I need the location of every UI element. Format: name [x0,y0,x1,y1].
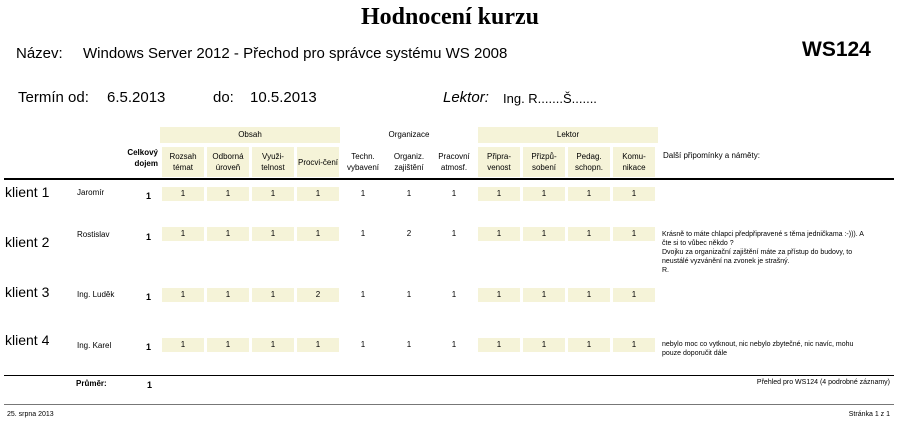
score-cell: 1 [252,338,294,352]
score-cell: 1 [360,229,366,238]
client-label: klient 3 [5,284,50,300]
score-cell: 1 [162,288,204,302]
score-cell: 1 [207,338,249,352]
notes-header: Další připomínky a náměty: [663,151,760,160]
column-header: Organiz. zajištění [393,152,425,172]
score-cell: 1 [451,189,457,198]
score-cell: 1 [360,340,366,349]
score-cell: 1 [297,187,339,201]
column-header: Připra-venost [478,147,520,177]
footer-date: 25. srpna 2013 [7,411,54,418]
score-cell: 1 [360,290,366,299]
overall-score: 1 [146,191,152,201]
score-cell: 1 [523,288,565,302]
score-cell: 2 [297,288,339,302]
column-header: Procvi-čení [297,147,339,177]
score-cell: 1 [523,227,565,241]
overall-score: 1 [146,292,152,302]
score-cell: 1 [523,338,565,352]
score-cell: 1 [613,338,655,352]
client-note: Krásně to máte chlapci předpřipravené s těma jedničkama :-))). A čte si to vůbec někdo ? Dvojku za organizační zajištění máte za přístup do budovy, to neustálé vyzvánění na zvonek je strašný. R. [662,231,864,274]
score-cell: 1 [613,227,655,241]
score-cell: 1 [297,227,339,241]
column-header: Odborná úroveň [207,147,249,177]
score-cell: 1 [360,189,366,198]
score-cell: 1 [451,340,457,349]
overview-text: Přehled pro WS124 (4 podrobné záznamy) [756,379,890,386]
client-name: Ing. Karel [77,341,112,350]
score-cell: 2 [406,229,412,238]
column-header: Rozsah témat [162,147,204,177]
client-name: Ing. Luděk [77,290,115,299]
client-label: klient 4 [5,332,50,348]
score-cell: 1 [162,227,204,241]
column-header: Využi-telnost [252,147,294,177]
client-name: Rostislav [77,230,110,239]
term-to-label: do: [213,89,234,106]
client-label: klient 2 [5,234,50,250]
lector-label: Lektor: [443,89,489,106]
average-label: Průměr: [76,379,107,388]
group-header-obsah: Obsah [160,127,340,143]
column-header: Komu-nikace [613,147,655,177]
score-cell: 1 [478,338,520,352]
score-cell: 1 [523,187,565,201]
score-cell: 1 [406,340,412,349]
footer-page-number: Stránka 1 z 1 [848,411,890,418]
score-cell: 1 [207,288,249,302]
report-title: Hodnocení kurzu [360,4,540,30]
average-value: 1 [147,380,153,390]
score-cell: 1 [568,227,610,241]
course-name-label: Název: [16,45,63,62]
overall-score: 1 [146,342,152,352]
score-cell: 1 [252,288,294,302]
average-divider [4,375,894,376]
group-header-organizace: Organizace [388,130,430,139]
client-note: nebylo moc co vytknout, nic nebylo zbytečné, nic navíc, mohu pouze doporučit dále [662,341,854,357]
score-cell: 1 [406,189,412,198]
footer-divider [4,404,894,405]
overall-header: Celkový dojem [127,148,158,168]
score-cell: 1 [613,187,655,201]
column-header: Přizpů-sobení [523,147,565,177]
term-from-label: Termín od: [18,89,89,106]
score-cell: 1 [207,227,249,241]
client-label: klient 1 [5,184,50,200]
score-cell: 1 [252,187,294,201]
score-cell: 1 [451,229,457,238]
group-header-lektor: Lektor [478,127,658,143]
score-cell: 1 [478,187,520,201]
header-divider [4,178,894,180]
score-cell: 1 [297,338,339,352]
client-name: Jaromír [77,188,105,197]
course-code: WS124 [802,38,871,61]
score-cell: 1 [162,338,204,352]
term-from-value: 6.5.2013 [107,89,166,106]
score-cell: 1 [478,227,520,241]
score-cell: 1 [568,288,610,302]
column-header: Techn. vybavení [346,152,380,172]
column-header: Pracovní atmosf. [438,152,470,172]
course-name-value: Windows Server 2012 - Přechod pro správce systému WS 2008 [83,45,508,62]
overall-score: 1 [146,232,152,242]
score-cell: 1 [568,187,610,201]
score-cell: 1 [252,227,294,241]
score-cell: 1 [162,187,204,201]
lector-value: Ing. R.......Š....... [503,91,597,106]
score-cell: 1 [406,290,412,299]
column-header: Pedag. schopn. [568,147,610,177]
score-cell: 1 [207,187,249,201]
score-cell: 1 [451,290,457,299]
term-to-value: 10.5.2013 [250,89,317,106]
score-cell: 1 [478,288,520,302]
score-cell: 1 [568,338,610,352]
score-cell: 1 [613,288,655,302]
